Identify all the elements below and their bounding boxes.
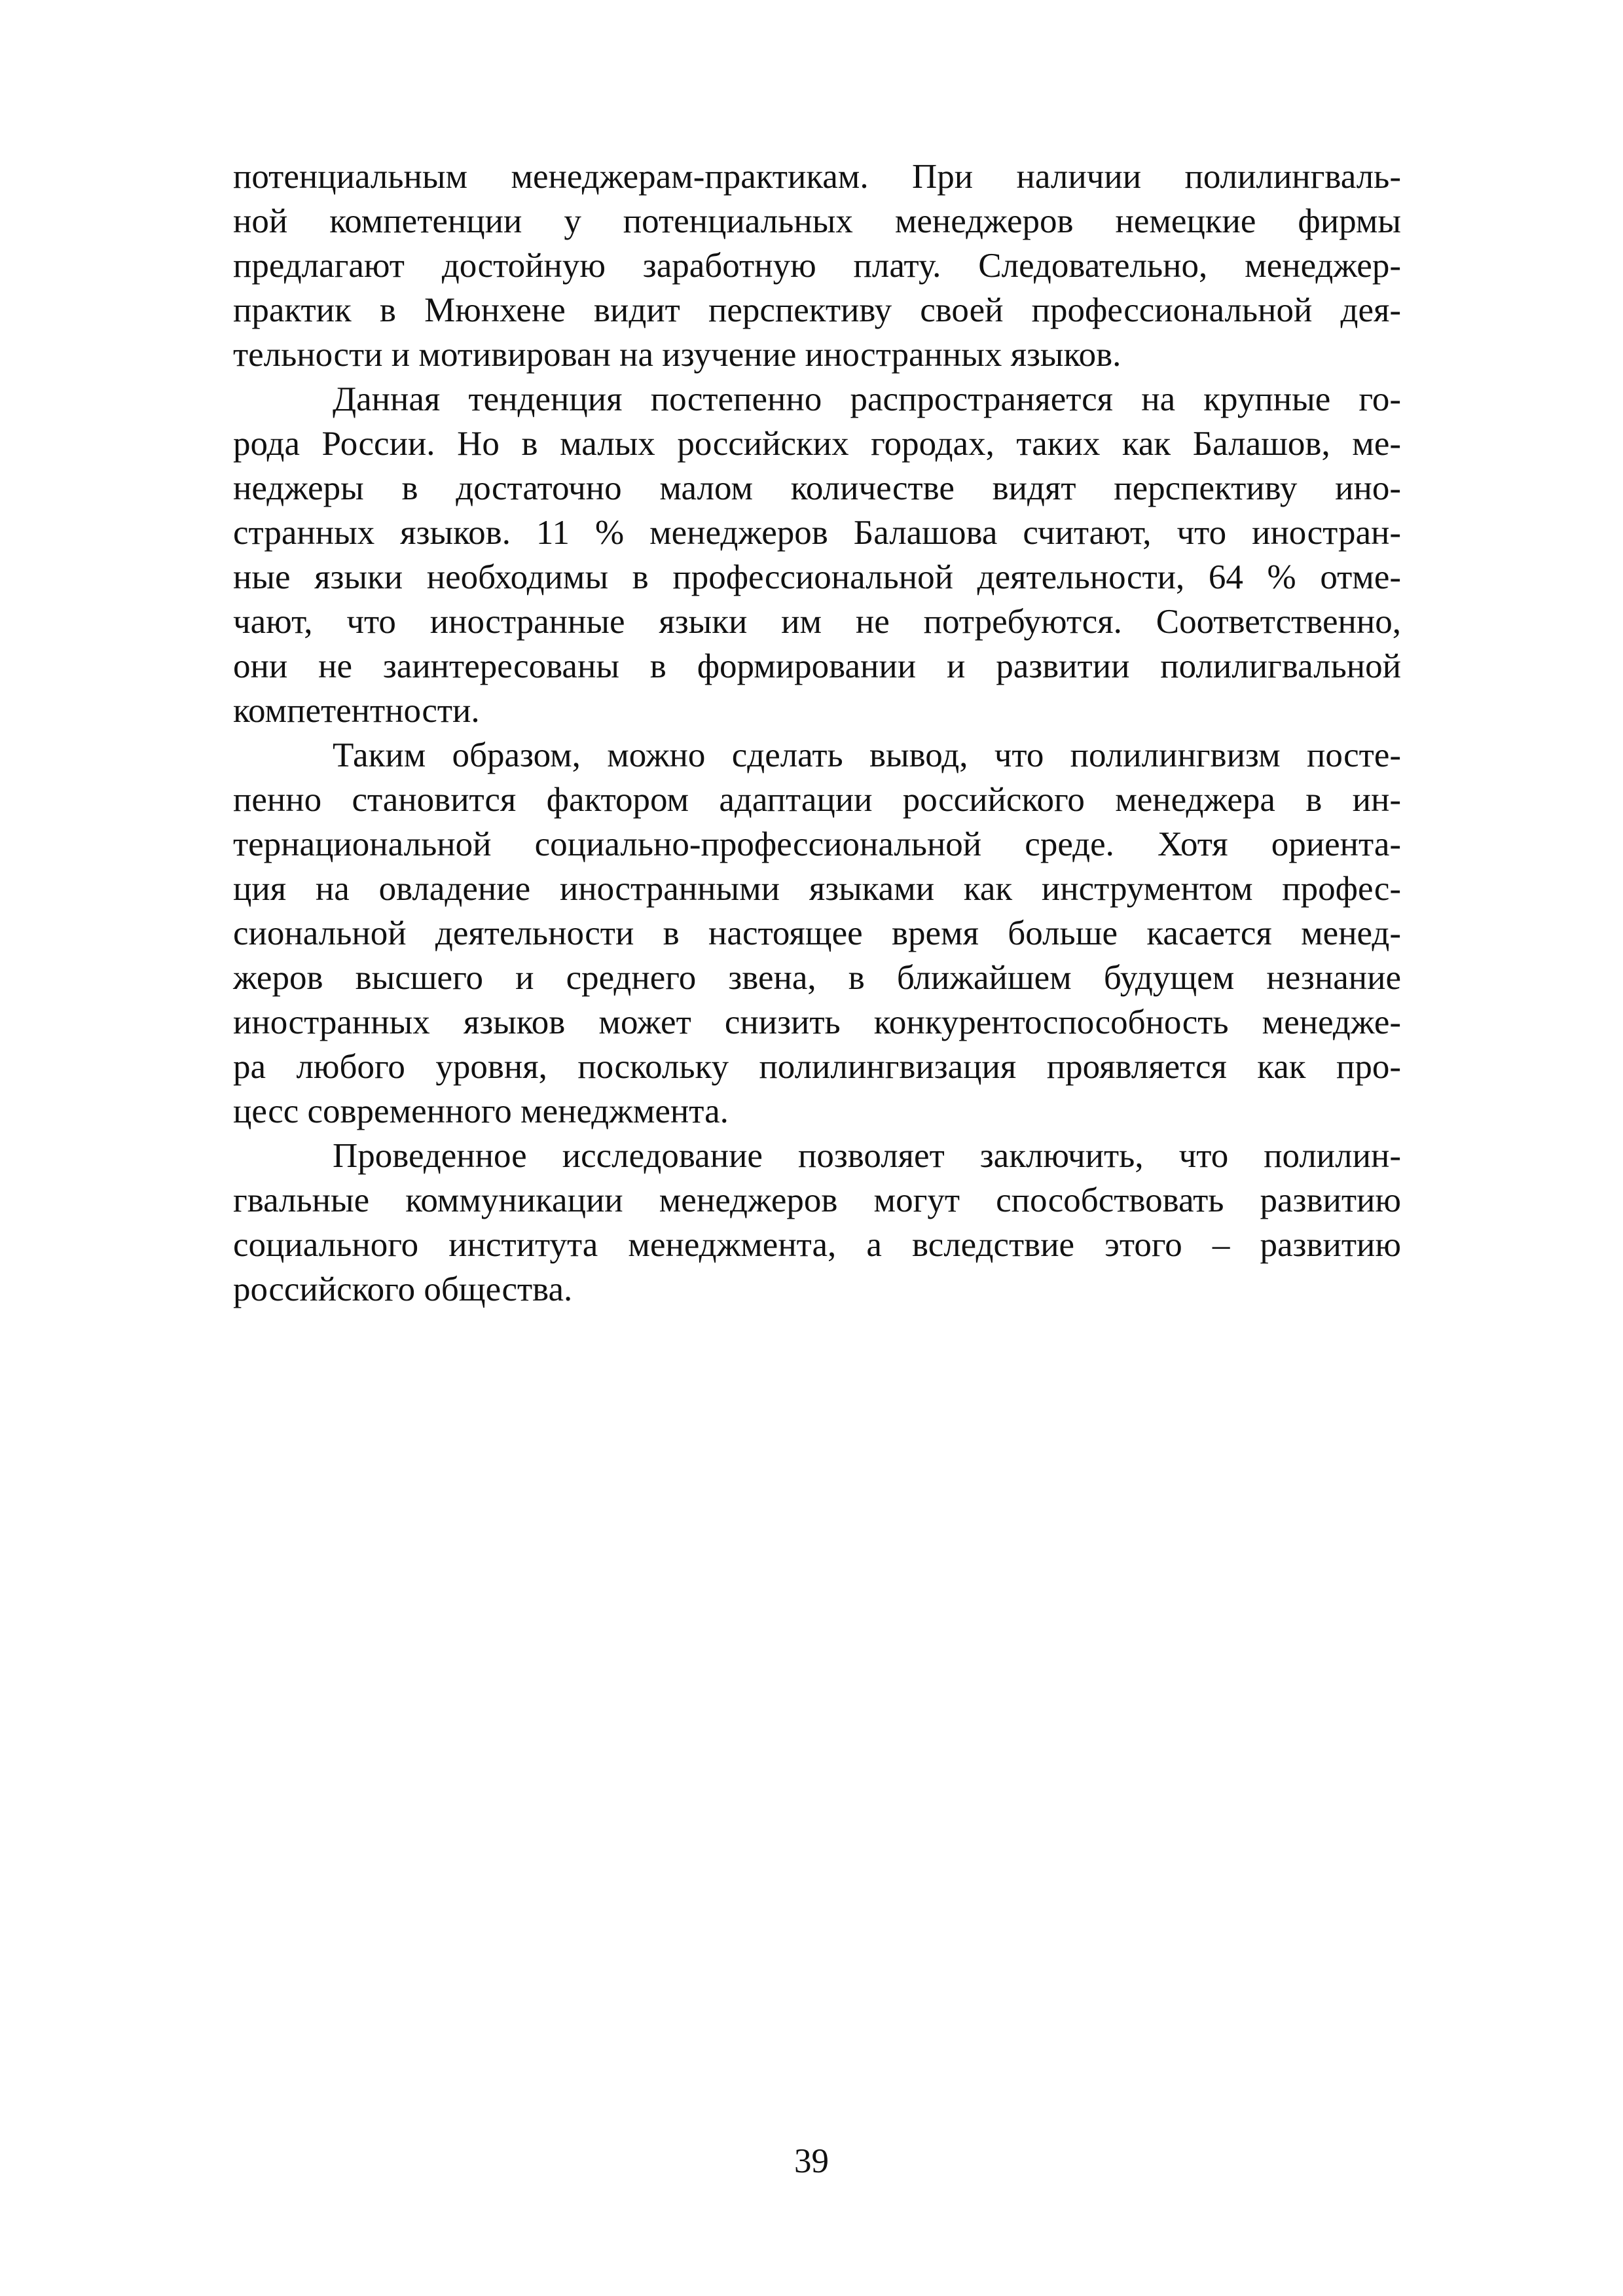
- text-line: чают, что иностранные языки им не потребуются. Соответственно,: [233, 603, 1401, 641]
- text-line: жеров высшего и среднего звена, в ближайшем будущем незнание: [233, 959, 1401, 997]
- text-line: ные языки необходимы в профессиональной деятельности, 64 % отме-: [233, 558, 1401, 596]
- text-line: сиональной деятельности в настоящее время больше касается менед-: [233, 914, 1401, 952]
- text-line: странных языков. 11 % менеджеров Балашова считают, что иностран-: [233, 514, 1401, 552]
- text-line: пенно становится фактором адаптации российского менеджера в ин-: [233, 781, 1401, 819]
- paragraph-2: [233, 377, 1401, 733]
- text-line: практик в Мюнхене видит перспективу своей профессиональной дея-: [233, 291, 1401, 329]
- paragraph-1: [233, 154, 1401, 377]
- paragraph-3: [233, 733, 1401, 1134]
- text-line: тельности и мотивирован на изучение иностранных языков.: [233, 336, 1122, 374]
- text-line: ной компетенции у потенциальных менеджеров немецкие фирмы: [233, 202, 1401, 240]
- text-line: социального института менеджмента, а вследствие этого – развитию: [233, 1226, 1401, 1264]
- text-line: Таким образом, можно сделать вывод, что полилингвизм посте-: [333, 736, 1401, 774]
- text-line: рода России. Но в малых российских городах, таких как Балашов, ме-: [233, 425, 1401, 463]
- text-line: Данная тенденция постепенно распространяется на крупные го-: [333, 380, 1401, 418]
- text-line: тернациональной социально-профессиональной среде. Хотя ориента-: [233, 825, 1401, 863]
- text-line: Проведенное исследование позволяет заключить, что полилин-: [333, 1137, 1401, 1175]
- text-line: цесс современного менеджмента.: [233, 1092, 729, 1130]
- page-number: 39: [794, 2142, 829, 2180]
- text-line: ра любого уровня, поскольку полилингвизация проявляется как про-: [233, 1048, 1401, 1086]
- text-line: потенциальным менеджерам-практикам. При наличии полилингваль-: [233, 158, 1401, 196]
- text-line: российского общества.: [233, 1270, 573, 1308]
- text-line: ция на овладение иностранными языками как инструментом профес-: [233, 870, 1401, 908]
- text-line: предлагают достойную заработную плату. Следовательно, менеджер-: [233, 247, 1401, 285]
- body-text: [233, 154, 1401, 1312]
- paragraph-4: [233, 1134, 1401, 1312]
- text-line: они не заинтересованы в формировании и развитии полилигвальной: [233, 647, 1401, 685]
- text-line: неджеры в достаточно малом количестве видят перспективу ино-: [233, 469, 1401, 507]
- text-line: компетентности.: [233, 692, 480, 730]
- text-line: гвальные коммуникации менеджеров могут способствовать развитию: [233, 1181, 1401, 1219]
- text-line: иностранных языков может снизить конкурентоспособность менедже-: [233, 1003, 1401, 1041]
